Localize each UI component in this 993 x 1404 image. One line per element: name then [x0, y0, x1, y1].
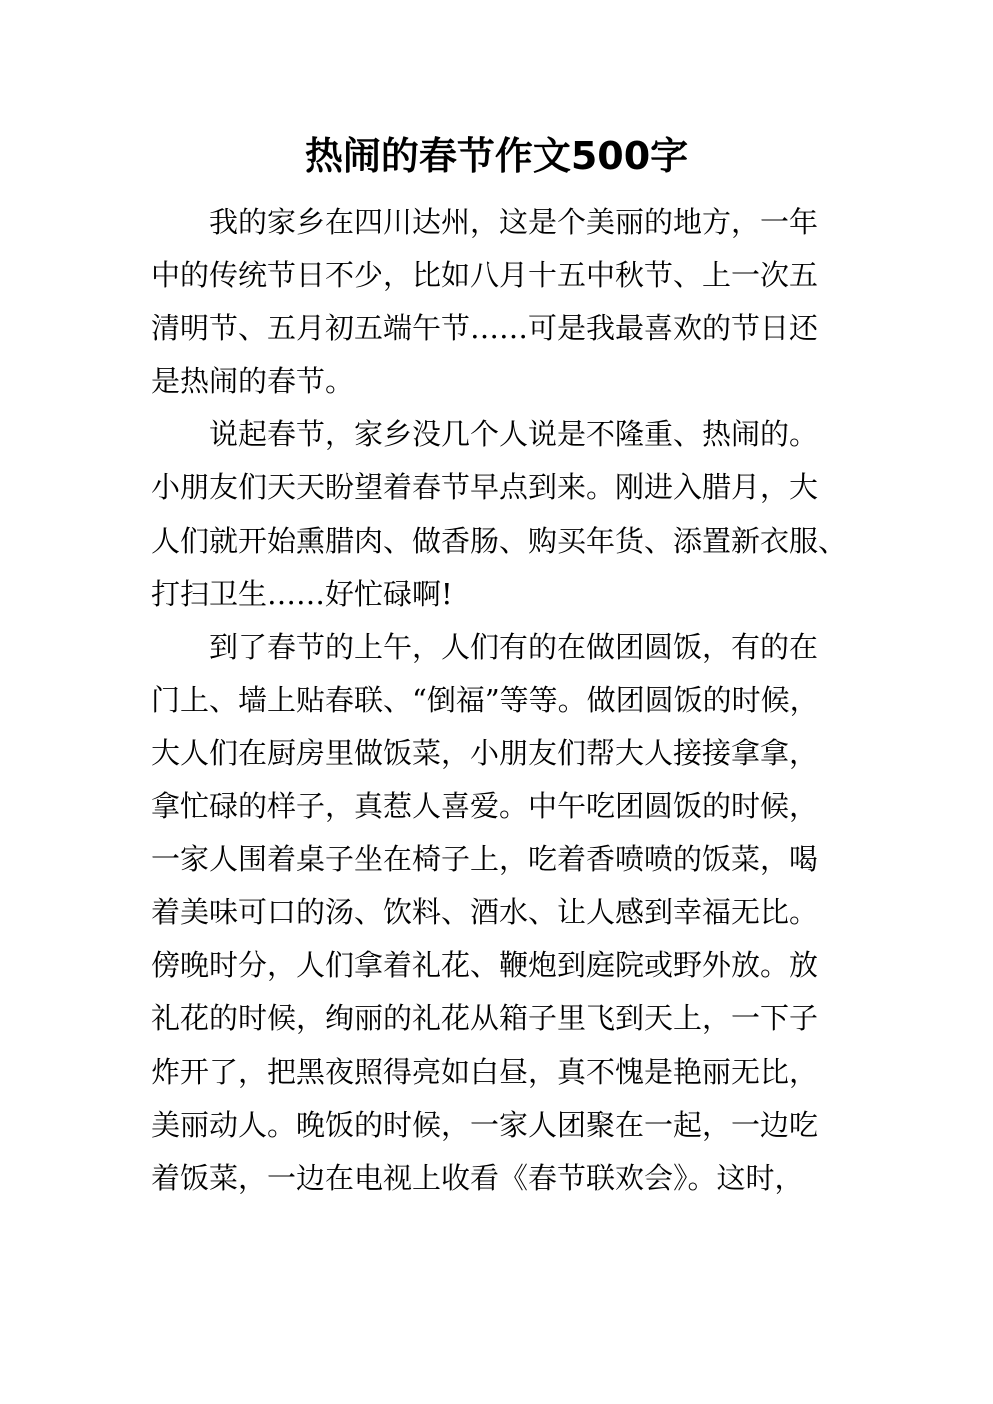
paragraph-1-line-3: 清明节、五月初五端午节……可是我最喜欢的节日还	[151, 311, 819, 346]
paragraph-3-line-1: 到了春节的上午，人们有的在做团圆饭，有的在	[209, 629, 819, 664]
paragraph-1-line-1: 我的家乡在四川达州，这是个美丽的地方，一年	[209, 205, 819, 239]
paragraph-3-line-7: 傍晚时分，人们拿着礼花、鞭炮到庭院或野外放。放	[151, 948, 819, 983]
paragraph-3-line-8: 礼花的时候，绚丽的礼花从箱子里飞到天上，一下子	[151, 1001, 819, 1036]
paragraph-3-line-3: 大人们在厨房里做饭菜，小朋友们帮大人接接拿拿，	[151, 735, 819, 770]
paragraph-2-line-1: 说起春节，家乡没几个人说是不隆重、热闹的。	[209, 417, 819, 452]
paragraph-2-line-2: 小朋友们天天盼望着春节早点到来。刚进入腊月，大	[151, 470, 819, 505]
paragraph-1-line-4: 是热闹的春节。	[151, 364, 355, 399]
document-title: 热闹的春节作文500字	[304, 134, 689, 178]
paragraph-3-line-11: 着饭菜，一边在电视上收看《春节联欢会》。这时，	[151, 1160, 804, 1195]
paragraph-2-line-4: 打扫卫生……好忙碌啊!	[151, 576, 453, 611]
paragraph-3-line-10: 美丽动人。晚饭的时候，一家人团聚在一起，一边吃	[151, 1107, 819, 1142]
document-body	[151, 196, 871, 1205]
paragraph-3-line-5: 一家人围着桌子坐在椅子上，吃着香喷喷的饭菜，喝	[151, 842, 819, 877]
paragraph-3-line-9: 炸开了，把黑夜照得亮如白昼，真不愧是艳丽无比，	[151, 1054, 819, 1089]
paragraph-3-line-2: 门上、墙上贴春联、“倒福”等等。做团圆饭的时候，	[151, 682, 819, 717]
paragraph-3-line-4: 拿忙碌的样子，真惹人喜爱。中午吃团圆饭的时候，	[151, 789, 819, 824]
paragraph-1-line-2: 中的传统节日不少，比如八月十五中秋节、上一次五	[151, 258, 819, 293]
paragraph-2-line-3: 人们就开始熏腊肉、做香肠、购买年货、添置新衣服、	[151, 523, 848, 558]
paragraph-3-line-6: 着美味可口的汤、饮料、酒水、让人感到幸福无比。	[151, 895, 819, 930]
